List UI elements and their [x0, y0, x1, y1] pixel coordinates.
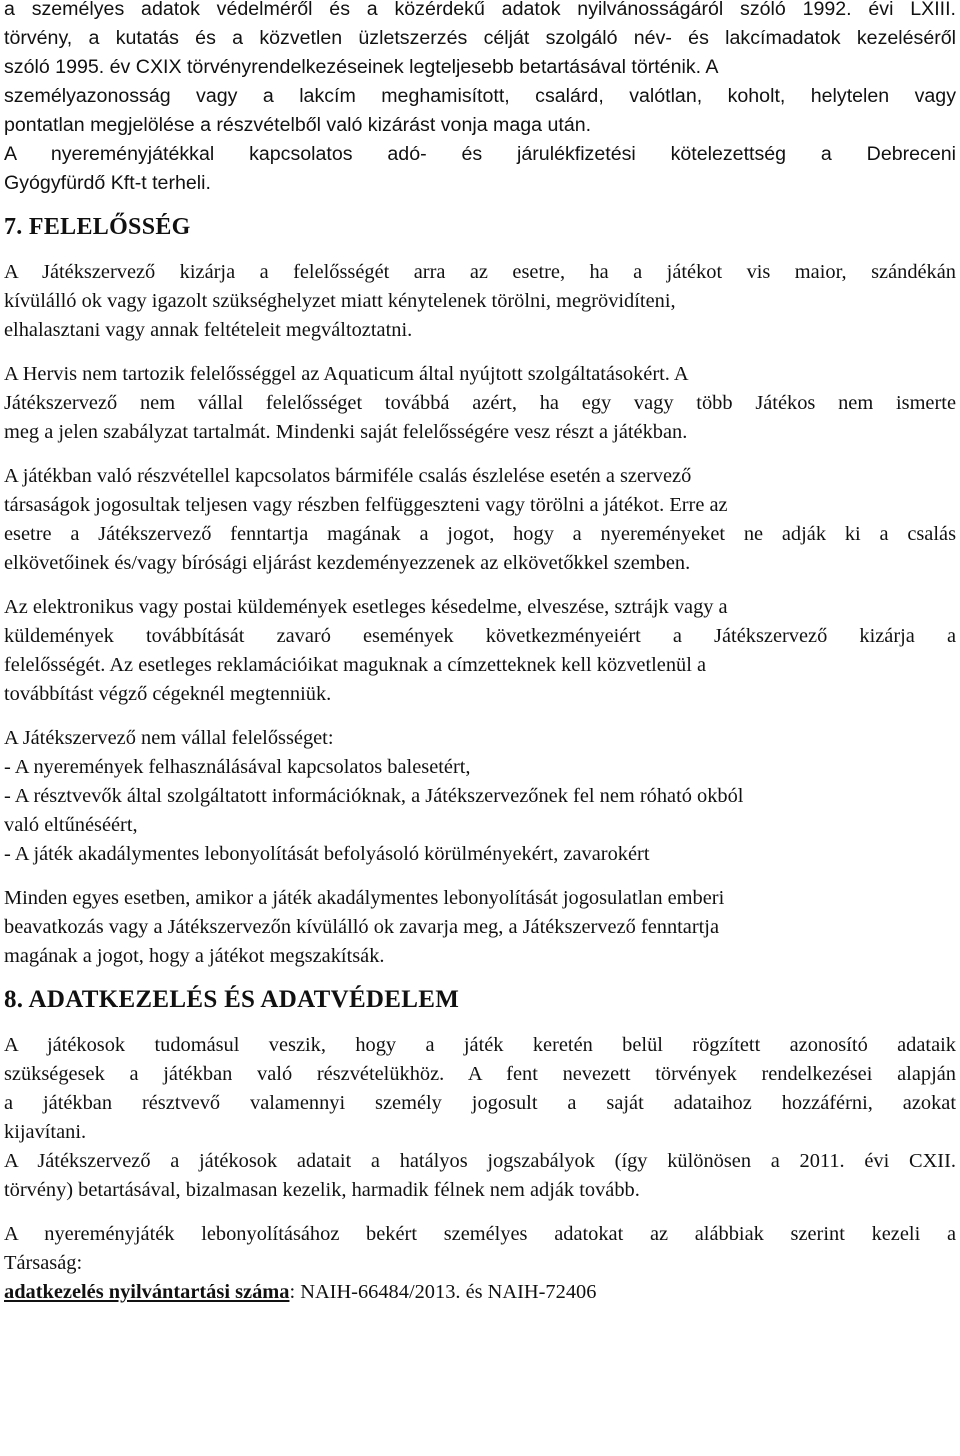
text-line: A Játékszervező a játékosok adatait a hatályos jogszabályok (így különösen a 2011. évi CXII.	[4, 1150, 956, 1172]
text-line: elkövetőinek és/vagy bírósági eljárást kezdeményezzenek az elkövetőkkel szemben.	[4, 552, 691, 574]
text-line: szükségesek a játékban való részvételükhöz. A fent nevezett törvények rendelkezései alapján	[4, 1063, 956, 1085]
text-line: A játékban való részvétellel kapcsolatos bármiféle csalás észlelése esetén a szervező	[4, 465, 692, 487]
paragraph	[4, 884, 956, 971]
intro-paragraph	[4, 0, 956, 198]
intro-line: szóló 1995. év CXIX törvényrendelkezéseinek legteljesebb betartásával történik. A	[4, 56, 719, 78]
text-line: meg a jelen szabályzat tartalmát. Mindenki saját felelősségére vesz részt a játékban.	[4, 421, 688, 443]
registration-line	[4, 1278, 956, 1307]
text-line: kijavítani.	[4, 1121, 87, 1143]
text-line: a játékban résztvevő valamennyi személy jogosult a saját adataihoz hozzáférni, azokat	[4, 1092, 956, 1114]
text-line: A Játékszervező nem vállal felelősséget:	[4, 727, 334, 749]
intro-line: személyazonosság vagy a lakcím meghamisított, csalárd, valótlan, koholt, helytelen vagy	[4, 85, 956, 107]
text-line: továbbítást végző cégeknél megtenniük.	[4, 683, 332, 705]
text-line: elhalasztani vagy annak feltételeit megváltoztatni.	[4, 319, 413, 341]
text-line: kívülálló ok vagy igazolt szükséghelyzet miatt kénytelenek törölni, megrövidíteni,	[4, 290, 676, 312]
list-item: - A résztvevők által szolgáltatott információknak, a Játékszervezőnek fel nem róható okból	[4, 785, 744, 807]
paragraph	[4, 258, 956, 345]
list-item: - A nyeremények felhasználásával kapcsolatos balesetért,	[4, 756, 471, 778]
paragraph-list	[4, 724, 956, 869]
text-line: Társaság:	[4, 1252, 83, 1274]
list-item: - A játék akadálymentes lebonyolítását befolyásoló körülményekért, zavarokért	[4, 843, 650, 865]
registration-value: : NAIH-66484/2013. és NAIH-72406	[289, 1281, 597, 1303]
text-line: esetre a Játékszervező fenntartja magának a jogot, hogy a nyereményeket ne adják ki a csalás	[4, 523, 956, 545]
text-line: társaságok jogosultak teljesen vagy részben felfüggeszteni vagy törölni a játékot. Erre az	[4, 494, 728, 516]
text-line: A Hervis nem tartozik felelősséggel az Aquaticum által nyújtott szolgáltatásokért. A	[4, 363, 689, 385]
text-line: magának a jogot, hogy a játékot megszakítsák.	[4, 945, 385, 967]
paragraph	[4, 462, 956, 578]
paragraph	[4, 1031, 956, 1205]
text-line: A játékosok tudomásul veszik, hogy a játék keretén belül rögzített azonosító adataik	[4, 1034, 956, 1056]
list-item: való eltűnéséért,	[4, 814, 138, 836]
intro-line: törvény, a kutatás és a közvetlen üzletszerzés célját szolgáló név- és lakcímadatok kezeléséről	[4, 27, 956, 49]
intro-line: Gyógyfürdő Kft-t terheli.	[4, 172, 211, 194]
intro-line: A nyereményjátékkal kapcsolatos adó- és járulékfizetési kötelezettség a Debreceni	[4, 143, 956, 165]
text-line: beavatkozás vagy a Játékszervezőn kívülálló ok zavarja meg, a Játékszervező fenntartja	[4, 916, 720, 938]
intro-line: a személyes adatok védelméről és a közérdekű adatok nyilvánosságáról szóló 1992. évi LXIII.	[4, 0, 956, 20]
text-line: felelősségét. Az esetleges reklamációikat maguknak a címzetteknek kell közvetlenül a	[4, 654, 707, 676]
text-line: Az elektronikus vagy postai küldemények esetleges késedelme, elveszése, sztrájk vagy a	[4, 596, 728, 618]
text-line: A Játékszervező kizárja a felelősségét arra az esetre, ha a játékot vis maior, szándékán	[4, 261, 956, 283]
text-line: küldemények továbbítását zavaró események következményeiért a Játékszervező kizárja a	[4, 625, 956, 647]
text-line: törvény) betartásával, bizalmasan kezelik, harmadik félnek nem adják tovább.	[4, 1179, 640, 1201]
paragraph	[4, 593, 956, 709]
intro-line: pontatlan megjelölése a részvételből való kizárást vonja maga után.	[4, 114, 592, 136]
text-line: Játékszervező nem vállal felelősséget továbbá azért, ha egy vagy több Játékos nem ismerte	[4, 392, 956, 414]
section-heading-felelosseg: 7. FELELŐSSÉG	[4, 214, 191, 240]
paragraph	[4, 360, 956, 447]
text-line: A nyereményjáték lebonyolításához bekért személyes adatokat az alábbiak szerint kezeli a	[4, 1223, 956, 1245]
text-line: Minden egyes esetben, amikor a játék akadálymentes lebonyolítását jogosulatlan emberi	[4, 887, 725, 909]
section-heading-adatkezeles: 8. ADATKEZELÉS ÉS ADATVÉDELEM	[4, 986, 460, 1013]
registration-label: adatkezelés nyilvántartási száma	[4, 1281, 290, 1303]
paragraph	[4, 1220, 956, 1307]
